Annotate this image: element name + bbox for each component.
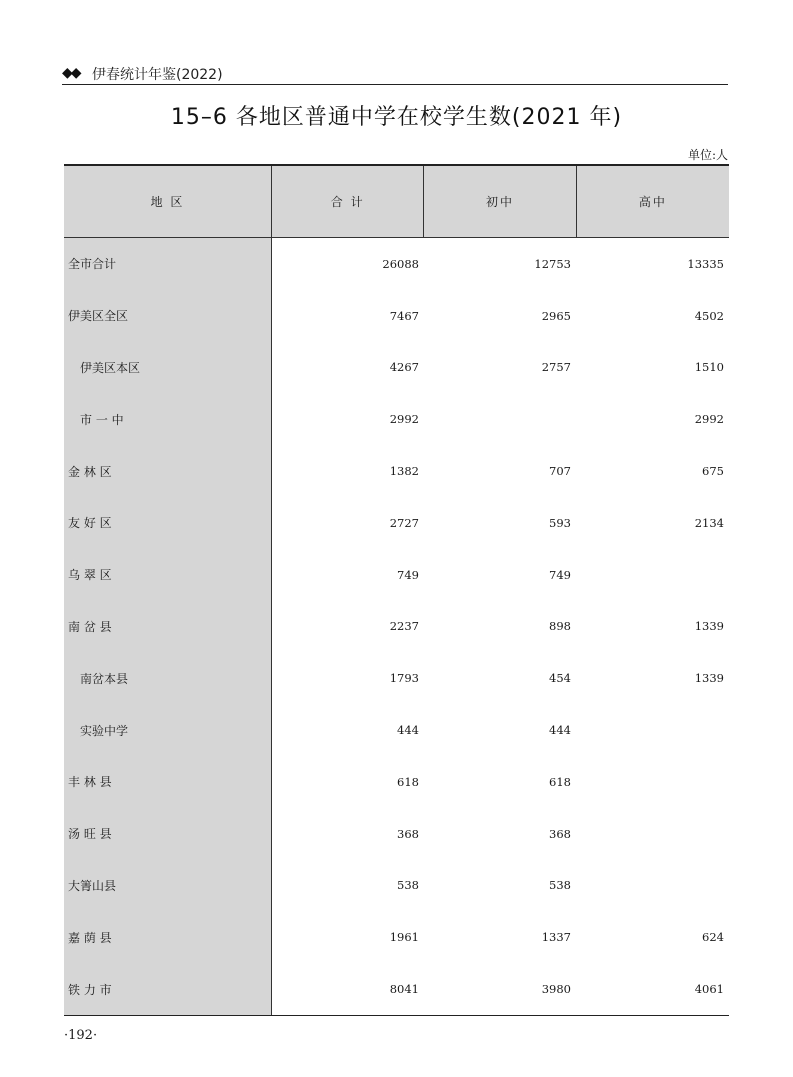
- table-row: [64, 497, 729, 549]
- column-header-senior: 高中: [576, 166, 729, 237]
- table-row: [64, 808, 729, 860]
- table-row: [64, 652, 729, 704]
- region-name-cell: 铁 力 市: [64, 963, 272, 1015]
- junior-cell: 2757: [541, 360, 571, 375]
- senior-cell: 1510: [694, 360, 724, 375]
- region-name-cell: 汤 旺 县: [64, 808, 272, 860]
- senior-cell: 4502: [694, 308, 724, 323]
- senior-cell: 1339: [694, 671, 724, 686]
- junior-cell: 707: [549, 464, 571, 479]
- table-body: [64, 238, 729, 1015]
- page-number: ·192·: [64, 1028, 98, 1043]
- statistics-table: [64, 164, 729, 1016]
- region-name-cell: 全市合计: [64, 238, 272, 290]
- diamond-ornament-icon: ◆◆: [62, 65, 80, 81]
- junior-cell: 454: [549, 671, 571, 686]
- table-row: [64, 393, 729, 445]
- senior-cell: 13335: [687, 256, 724, 271]
- table-bottom-rule: [64, 1015, 729, 1017]
- table-row: [64, 860, 729, 912]
- junior-cell: 593: [549, 515, 571, 530]
- table-row: [64, 704, 729, 756]
- region-name-cell: 乌 翠 区: [64, 549, 272, 601]
- table-row: [64, 445, 729, 497]
- book-title: 伊春统计年鉴(2022): [92, 67, 223, 83]
- table-row: [64, 756, 729, 808]
- total-cell: 538: [397, 878, 419, 893]
- region-name-cell: 南岔本县: [64, 652, 272, 704]
- junior-cell: 1337: [541, 930, 571, 945]
- total-cell: 2237: [389, 619, 419, 634]
- table-row: [64, 963, 729, 1015]
- table-row: [64, 601, 729, 653]
- junior-cell: 444: [549, 723, 571, 738]
- total-cell: 749: [397, 567, 419, 582]
- junior-cell: 368: [549, 826, 571, 841]
- junior-cell: 2965: [541, 308, 571, 323]
- junior-cell: 12753: [534, 256, 571, 271]
- table-row: [64, 911, 729, 963]
- table-row: [64, 342, 729, 394]
- region-name-cell: 伊美区本区: [64, 342, 272, 394]
- junior-cell: 538: [549, 878, 571, 893]
- region-name-cell: 嘉 荫 县: [64, 911, 272, 963]
- table-row: [64, 238, 729, 290]
- total-cell: 444: [397, 723, 419, 738]
- junior-cell: 898: [549, 619, 571, 634]
- page-title: 15–6 各地区普通中学在校学生数(2021 年): [170, 105, 623, 130]
- region-name-cell: 丰 林 县: [64, 756, 272, 808]
- senior-cell: 4061: [694, 982, 724, 997]
- total-cell: 8041: [389, 982, 419, 997]
- total-cell: 2992: [389, 412, 419, 427]
- junior-cell: 618: [549, 774, 571, 789]
- total-cell: 26088: [382, 256, 419, 271]
- senior-cell: 1339: [694, 619, 724, 634]
- junior-cell: 3980: [541, 982, 571, 997]
- running-header: [62, 62, 728, 85]
- table-row: [64, 290, 729, 342]
- total-cell: 1793: [389, 671, 419, 686]
- total-cell: 1961: [389, 930, 419, 945]
- table-row: [64, 549, 729, 601]
- region-name-cell: 南 岔 县: [64, 601, 272, 653]
- column-header-total: 合 计: [271, 166, 423, 237]
- senior-cell: 675: [702, 464, 724, 479]
- region-name-cell: 伊美区全区: [64, 290, 272, 342]
- total-cell: 368: [397, 826, 419, 841]
- region-name-cell: 大箐山县: [64, 860, 272, 912]
- total-cell: 618: [397, 774, 419, 789]
- region-name-cell: 金 林 区: [64, 445, 272, 497]
- senior-cell: 2134: [694, 515, 724, 530]
- senior-cell: 2992: [694, 412, 724, 427]
- total-cell: 4267: [389, 360, 419, 375]
- column-header-junior: 初中: [423, 166, 575, 237]
- total-cell: 1382: [389, 464, 419, 479]
- region-name-cell: 实验中学: [64, 704, 272, 756]
- table-header: [64, 166, 729, 238]
- senior-cell: 624: [702, 930, 724, 945]
- column-header-region: 地 区: [150, 195, 185, 209]
- junior-cell: 749: [549, 567, 571, 582]
- total-cell: 2727: [389, 515, 419, 530]
- unit-label: 单位:人: [687, 148, 728, 162]
- total-cell: 7467: [389, 308, 419, 323]
- region-name-cell: 市 一 中: [64, 393, 272, 445]
- region-name-cell: 友 好 区: [64, 497, 272, 549]
